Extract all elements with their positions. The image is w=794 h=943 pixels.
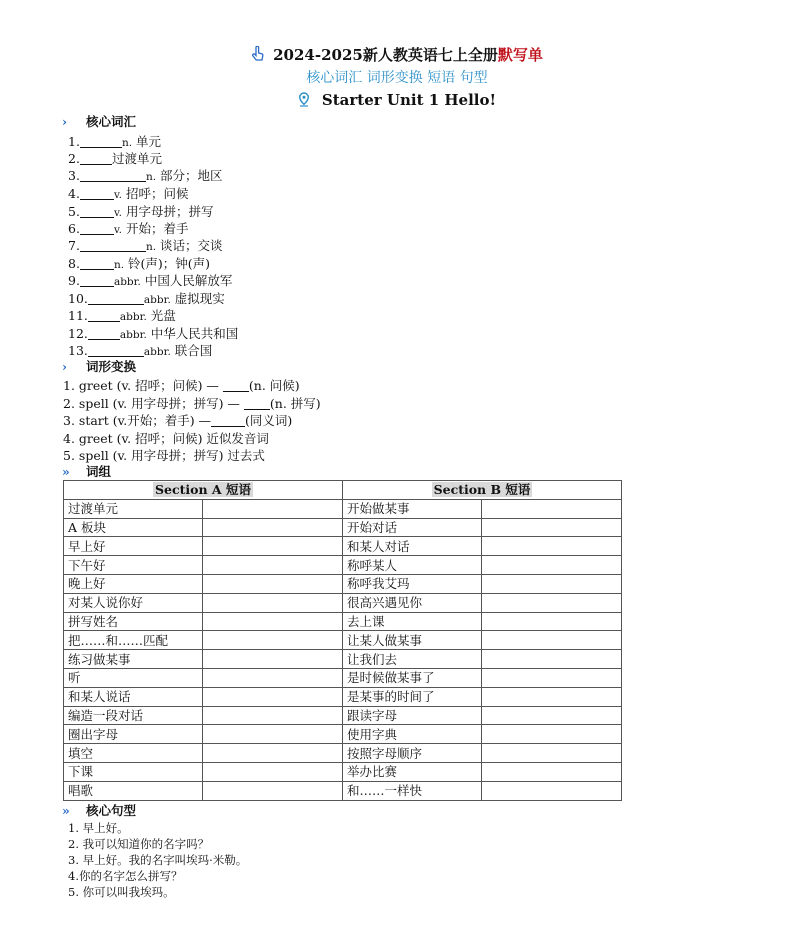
vocab-item: 5. v. 用字母拼；拼写 [68, 204, 214, 219]
section-b-phrase: 开始做某事 [343, 499, 482, 518]
section-a-phrase: 拼写姓名 [64, 612, 203, 631]
section-a-answer-cell[interactable] [203, 499, 343, 518]
table-row [64, 762, 622, 781]
phrases-heading: » 词组 [62, 464, 112, 479]
section-a-answer-cell[interactable] [203, 574, 343, 593]
section-b-phrase: 是某事的时间了 [343, 687, 482, 706]
answer-blank[interactable] [88, 344, 144, 357]
section-b-phrase: 让我们去 [343, 650, 482, 669]
section-b-answer-cell[interactable] [482, 706, 622, 725]
answer-blank[interactable] [80, 135, 122, 148]
answer-blank[interactable] [80, 187, 114, 200]
vocab-item: 10. abbr. 虚拟现实 [68, 291, 225, 306]
vocab-item: 13. abbr. 联合国 [68, 343, 213, 358]
answer-blank[interactable] [80, 169, 146, 182]
section-a-phrase: 填空 [64, 744, 203, 763]
section-a-answer-cell[interactable] [203, 706, 343, 725]
table-row [64, 631, 622, 650]
section-a-phrase: 晚上好 [64, 574, 203, 593]
table-row [64, 499, 622, 518]
word-form-item: 5. spell (v. 用字母拼；拼写) 过去式 [63, 448, 265, 463]
word-forms-heading: › 词形变换 [62, 359, 137, 374]
table-row [64, 668, 622, 687]
section-a-answer-cell[interactable] [203, 593, 343, 612]
section-b-phrase: 跟读字母 [343, 706, 482, 725]
word-form-item: 2. spell (v. 用字母拼；拼写) — (n. 拼写) [63, 396, 321, 411]
table-row [64, 612, 622, 631]
vocab-heading: › 核心词汇 [62, 114, 137, 129]
section-a-answer-cell[interactable] [203, 518, 343, 537]
sentence-item: 2. 我可以知道你的名字吗？ [68, 837, 210, 851]
section-b-phrase: 去上课 [343, 612, 482, 631]
word-form-item: 3. start (v.开始；着手) — (同义词) [63, 413, 293, 428]
pointing-hand-icon [251, 46, 265, 62]
unit-title-text: Starter Unit 1 Hello! [321, 91, 497, 109]
table-row [64, 687, 622, 706]
answer-blank[interactable] [211, 414, 245, 427]
section-a-phrase: 把……和……匹配 [64, 631, 203, 650]
section-b-answer-cell[interactable] [482, 574, 622, 593]
vocab-item: 12. abbr. 中华人民共和国 [68, 326, 239, 341]
section-b-phrase: 举办比赛 [343, 762, 482, 781]
table-row [64, 593, 622, 612]
table-row [64, 725, 622, 744]
section-b-phrase: 是时候做某事了 [343, 668, 482, 687]
table-header-row [64, 481, 622, 500]
double-chevron-right-icon: » [62, 803, 70, 818]
answer-blank[interactable] [244, 397, 270, 410]
phrases-table [63, 480, 622, 801]
section-b-answer-cell[interactable] [482, 556, 622, 575]
vocab-item: 1. n. 单元 [68, 134, 162, 149]
location-pin-icon [298, 92, 310, 107]
section-b-answer-cell[interactable] [482, 781, 622, 800]
section-a-answer-cell[interactable] [203, 631, 343, 650]
title-main: 2024-2025新人教英语七上全册 [273, 46, 498, 64]
section-b-answer-cell[interactable] [482, 518, 622, 537]
section-b-answer-cell[interactable] [482, 687, 622, 706]
section-b-phrase: 开始对话 [343, 518, 482, 537]
double-chevron-right-icon: » [62, 464, 70, 479]
sentence-item: 1. 早上好。 [68, 821, 129, 835]
section-b-answer-cell[interactable] [482, 612, 622, 631]
section-a-answer-cell[interactable] [203, 612, 343, 631]
section-b-phrase: 和某人对话 [343, 537, 482, 556]
section-a-phrase: 练习做某事 [64, 650, 203, 669]
section-b-answer-cell[interactable] [482, 725, 622, 744]
section-b-phrase: 很高兴遇见你 [343, 593, 482, 612]
vocab-item: 7. n. 谈话；交谈 [68, 238, 223, 253]
section-b-answer-cell[interactable] [482, 668, 622, 687]
section-a-answer-cell[interactable] [203, 687, 343, 706]
table-row [64, 744, 622, 763]
sentence-item: 3. 早上好。我的名字叫埃玛·米勒。 [68, 853, 248, 867]
vocab-item: 3. n. 部分；地区 [68, 168, 223, 183]
section-b-answer-cell[interactable] [482, 499, 622, 518]
title-highlight: 默写单 [497, 46, 543, 64]
vocab-item: 8. n. 铃(声)；钟(声) [68, 256, 211, 271]
section-b-answer-cell[interactable] [482, 762, 622, 781]
vocab-item: 9. abbr. 中国人民解放军 [68, 273, 233, 288]
section-a-answer-cell[interactable] [203, 781, 343, 800]
worksheet-subtitle: 核心词汇 词形变换 短语 句型 [306, 70, 488, 86]
unit-title [0, 89, 794, 111]
answer-blank[interactable] [80, 222, 114, 235]
section-a-answer-cell[interactable] [203, 668, 343, 687]
table-row [64, 706, 622, 725]
section-b-answer-cell[interactable] [482, 631, 622, 650]
section-b-phrase: 称呼我艾玛 [343, 574, 482, 593]
section-b-phrase: 使用字典 [343, 725, 482, 744]
section-b-phrase: 让某人做某事 [343, 631, 482, 650]
answer-blank[interactable] [80, 257, 114, 270]
chevron-right-icon: › [62, 359, 67, 374]
section-a-header: Section A 短语 [64, 481, 343, 500]
table-row [64, 574, 622, 593]
table-row [64, 556, 622, 575]
word-form-item: 1. greet (v. 招呼；问候) — (n. 问候) [63, 378, 300, 393]
answer-blank[interactable] [88, 327, 120, 340]
section-a-answer-cell[interactable] [203, 650, 343, 669]
section-a-answer-cell[interactable] [203, 744, 343, 763]
section-a-phrase: 编造一段对话 [64, 706, 203, 725]
vocab-item: 4. v. 招呼；问候 [68, 186, 189, 201]
answer-blank[interactable] [80, 274, 114, 287]
vocab-item: 11. abbr. 光盘 [68, 308, 176, 323]
section-b-answer-cell[interactable] [482, 744, 622, 763]
table-row [64, 650, 622, 669]
answer-blank[interactable] [80, 239, 146, 252]
table-row [64, 537, 622, 556]
section-a-phrase: A 板块 [64, 518, 203, 537]
section-b-phrase: 按照字母顺序 [343, 744, 482, 763]
section-a-phrase: 下课 [64, 762, 203, 781]
section-a-answer-cell[interactable] [203, 725, 343, 744]
section-b-answer-cell[interactable] [482, 650, 622, 669]
vocab-item: 6. v. 开始；着手 [68, 221, 189, 236]
section-a-phrase: 圈出字母 [64, 725, 203, 744]
section-a-answer-cell[interactable] [203, 556, 343, 575]
worksheet-title [0, 44, 794, 66]
sentence-item: 5. 你可以叫我埃玛。 [68, 885, 175, 899]
answer-blank[interactable] [80, 205, 114, 218]
section-a-phrase: 对某人说你好 [64, 593, 203, 612]
section-a-answer-cell[interactable] [203, 537, 343, 556]
section-b-answer-cell[interactable] [482, 593, 622, 612]
answer-blank[interactable] [88, 292, 144, 305]
sentences-heading: » 核心句型 [62, 803, 137, 818]
vocab-item: 2. 过渡单元 [68, 151, 162, 166]
sentence-item: 4.你的名字怎么拼写？ [68, 869, 183, 883]
section-b-answer-cell[interactable] [482, 537, 622, 556]
answer-blank[interactable] [88, 309, 120, 322]
word-form-item: 4. greet (v. 招呼；问候) 近似发音词 [63, 431, 269, 446]
section-b-phrase: 称呼某人 [343, 556, 482, 575]
section-a-phrase: 听 [64, 668, 203, 687]
section-a-phrase: 唱歌 [64, 781, 203, 800]
section-a-answer-cell[interactable] [203, 762, 343, 781]
section-b-header: Section B 短语 [343, 481, 622, 500]
answer-blank[interactable] [223, 379, 249, 392]
table-row [64, 781, 622, 800]
section-a-phrase: 和某人说话 [64, 687, 203, 706]
section-b-phrase: 和……一样快 [343, 781, 482, 800]
section-a-phrase: 过渡单元 [64, 499, 203, 518]
chevron-right-icon: › [62, 114, 67, 129]
table-row [64, 518, 622, 537]
section-a-phrase: 下午好 [64, 556, 203, 575]
answer-blank[interactable] [80, 152, 112, 165]
section-a-phrase: 早上好 [64, 537, 203, 556]
